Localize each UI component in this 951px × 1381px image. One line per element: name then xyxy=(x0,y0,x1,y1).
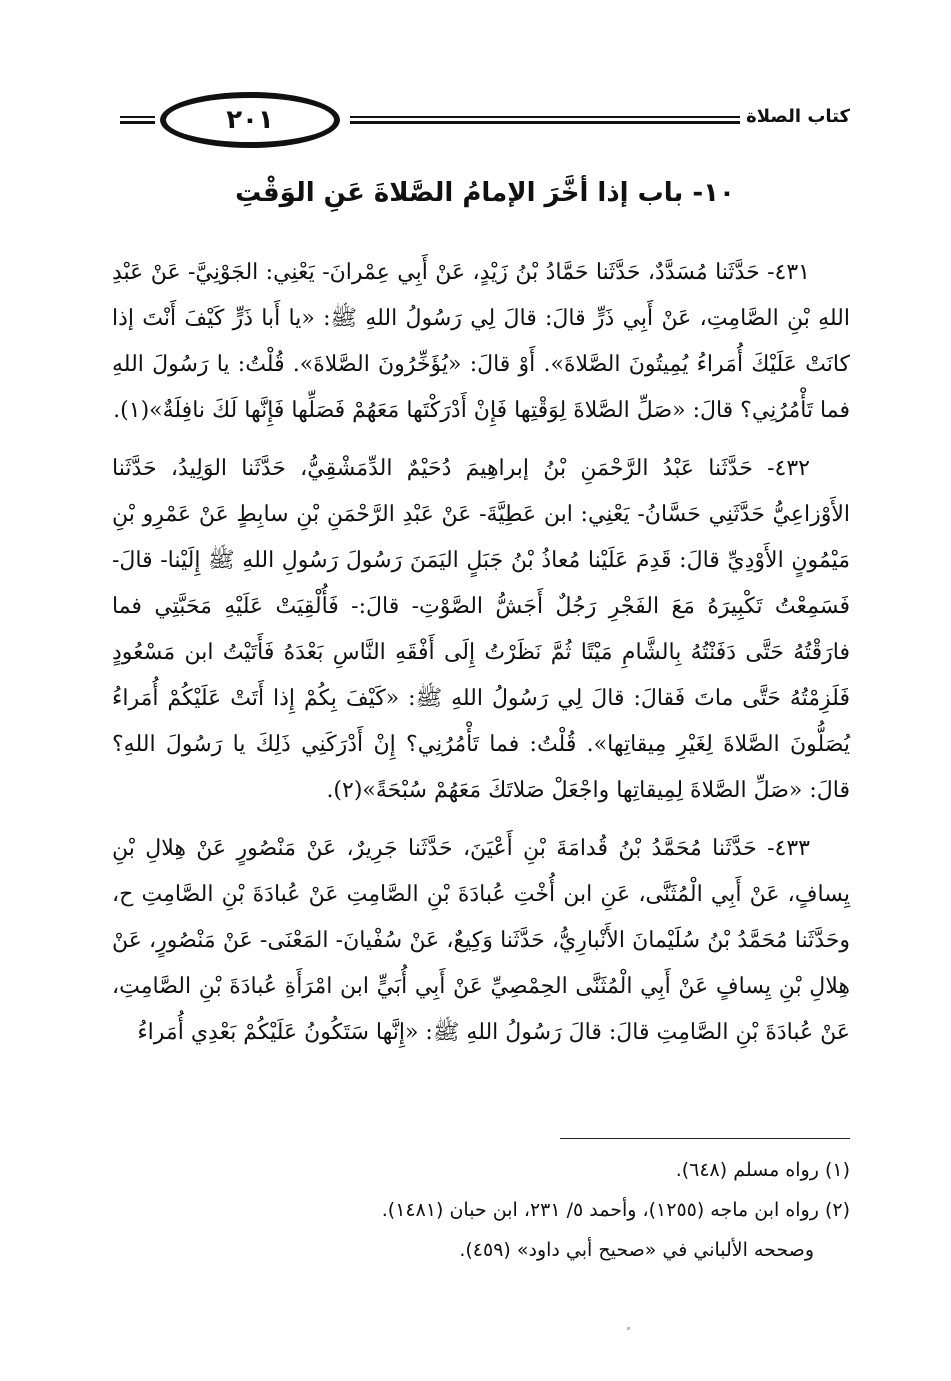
footnote-separator xyxy=(560,1138,850,1139)
hadith-432: ٤٣٢- حَدَّثَنا عَبْدُ الرَّحْمَنِ بْنُ إبراهِيمَ دُحَيْمٌ الدِّمَشْقِيُّ، حَدَّثَنا الوَلِيدُ، حَدَّثَنا الأَوْزاعِيُّ حَدَّثَنِي حَسَّانُ- يَعْنِي: ابن عَطِيَّةَ- عَنْ عَبْدِ الرَّحْمَنِ بْنِ سابِطٍ عَنْ عَمْرِو بْنِ مَيْمُونٍ الأَوْدِيِّ قالَ: قَدِمَ عَلَيْنا مُعاذُ بْنُ جَبَلٍ اليَمَنَ رَسُولَ رَسُولِ اللهِ ﷺ إِلَيْنا- قالَ- فَسَمِعْتُ تَكْبِيرَهُ مَعَ الفَجْرِ رَجُلٌ أَجَشُّ الصَّوْتِ- قالَ:- فَأُلْقِيَتْ عَلَيْهِ مَحَبَّتِي فما فارَقْتُهُ حَتَّى دَفَنْتُهُ بِالشَّامِ مَيْتًا ثُمَّ نَظَرْتُ إِلَى أَفْقَهِ النَّاسِ بَعْدَهُ فَأَتَيْتُ ابن مَسْعُودٍ فَلَزِمْتُهُ حَتَّى ماتَ فَقالَ: قالَ لِي رَسُولُ اللهِ ﷺ: «كَيْفَ بِكُمْ إِذا أَتَتْ عَلَيْكُمْ أُمَراءُ يُصَلُّونَ الصَّلاةَ لِغَيْرِ مِيقاتِها». قُلْتُ: فما تَأْمُرُنِي؟ إِنْ أَدْرَكَنِي ذَلِكَ يا رَسُولَ اللهِ؟ قالَ: «صَلِّ الصَّلاةَ لِمِيقاتِها واجْعَلْ صَلاتَكَ مَعَهُمْ سُبْحَةً»(٢). xyxy=(112,456,850,803)
footnote-1: (١) رواه مسلم (٦٤٨). xyxy=(675,1159,850,1181)
page-number-badge xyxy=(160,92,340,148)
running-title: كتاب الصلاة xyxy=(740,106,850,127)
chapter-title: ١٠- باب إذا أخَّرَ الإمامُ الصَّلاةَ عَنِ الوَقْتِ xyxy=(235,178,735,208)
footnote-2-continuation: وصححه الألباني في «صحيح أبي داود» (٤٥٩). xyxy=(459,1239,814,1261)
scan-speck xyxy=(627,1327,630,1330)
hadith-431: ٤٣١- حَدَّثَنا مُسَدَّدٌ، حَدَّثَنا حَمَّادُ بْنُ زَيْدٍ، عَنْ أَبِي عِمْرانَ- يَعْنِي: الجَوْنِيَّ- عَنْ عَبْدِ اللهِ بْنِ الصَّامِتِ، عَنْ أَبِي ذَرٍّ قالَ: قالَ لِي رَسُولُ اللهِ ﷺ: «يا أَبا ذَرٍّ كَيْفَ أَنْتَ إذا كانَتْ عَلَيْكَ أُمَراءُ يُمِيتُونَ الصَّلاةَ». أَوْ قالَ: «يُؤَخِّرُونَ الصَّلاةَ». قُلْتُ: يا رَسُولَ اللهِ فما تَأْمُرُنِي؟ قالَ: «صَلِّ الصَّلاةَ لِوَقْتِها فَإِنْ أَدْرَكْتَها مَعَهُمْ فَصَلِّها فَإِنَّها لَكَ نافِلَةٌ»(١). xyxy=(112,260,850,423)
main-text xyxy=(112,250,850,1068)
page-header xyxy=(120,92,850,152)
footnotes xyxy=(112,1150,850,1270)
header-rule-right xyxy=(350,116,802,124)
hadith-433: ٤٣٣- حَدَّثَنا مُحَمَّدُ بْنُ قُدامَةَ بْنِ أَعْيَنَ، حَدَّثَنا جَرِيرٌ، عَنْ مَنْصُورٍ عَنْ هِلالِ بْنِ يِسافٍ، عَنْ أَبِي الْمُثَنَّى، عَنِ ابن أُخْتِ عُبادَةَ بْنِ الصَّامِتِ عَنْ عُبادَةَ بْنِ الصَّامِتِ ح، وحَدَّثَنا مُحَمَّدُ بْنُ سُلَيْمانَ الأَنْبارِيُّ، حَدَّثَنا وَكِيعٌ، عَنْ سُفْيانَ- المَعْنَى- عَنْ مَنْصُورٍ، عَنْ هِلالِ بْنِ يِسافٍ عَنْ أَبِي الْمُثَنَّى الحِمْصِيِّ عَنْ أَبِي أُبَيٍّ ابن امْرَأَةِ عُبادَةَ بْنِ الصَّامِتِ، عَنْ عُبادَةَ بْنِ الصَّامِتِ قالَ: قالَ رَسُولُ اللهِ ﷺ: «إِنَّها سَتَكُونُ عَلَيْكُمْ بَعْدِي أُمَراءُ xyxy=(112,836,850,1045)
footnote-2: (٢) رواه ابن ماجه (١٢٥٥)، وأحمد ٥/ ٢٣١، ابن حبان (١٤٨١). xyxy=(381,1199,850,1221)
page-number: ٢٠١ xyxy=(226,105,274,135)
header-rule-left xyxy=(120,116,155,124)
